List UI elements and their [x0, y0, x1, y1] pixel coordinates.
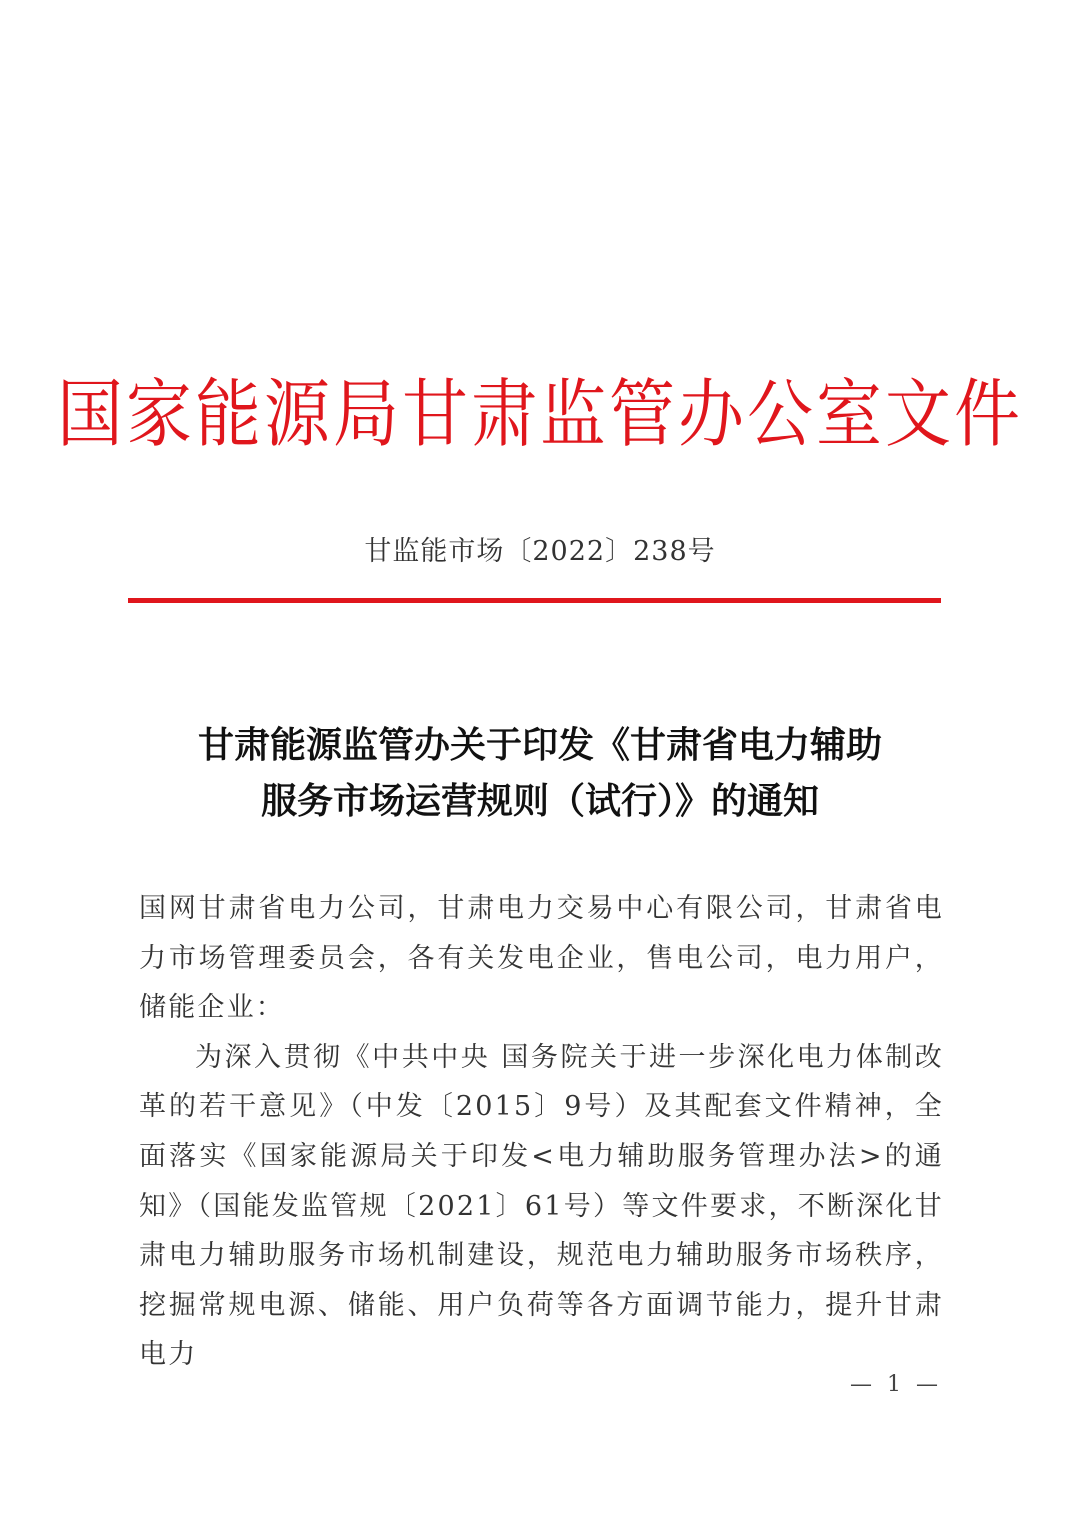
document-title-line-2: 服务市场运营规则（试行）》的通知: [260, 781, 819, 822]
body-paragraph-1: 为深入贯彻《中共中央 国务院关于进一步深化电力体制改革的若干意见》（中发〔2015〕9号）及其配套文件精神，全面落实《国家能源局关于印发<电力辅助服务管理办法>的通知》（国能发监管规〔2021〕61号）等文件要求，不断深化甘肃电力辅助服务市场机制建设，规范电力辅助服务市场秩序，挖掘常规电源、储能、用户负荷等各方面调节能力，提升甘肃电力: [139, 1041, 944, 1371]
document-title-line-1: 甘肃能源监管办关于印发《甘肃省电力辅助: [197, 725, 882, 766]
red-divider-rule: [128, 598, 941, 603]
addressees-paragraph: 国网甘肃省电力公司，甘肃电力交易中心有限公司，甘肃省电力市场管理委员会，各有关发电企业，售电公司，电力用户，储能企业：: [139, 893, 944, 1024]
page-number: — 1 —: [850, 1372, 942, 1397]
issuer-header-title: 国家能源局甘肃监管办公室文件: [57, 371, 1023, 458]
document-number: 甘监能市场〔2022〕238号: [364, 536, 716, 567]
document-body: [139, 884, 944, 1380]
document-title: [140, 718, 940, 830]
